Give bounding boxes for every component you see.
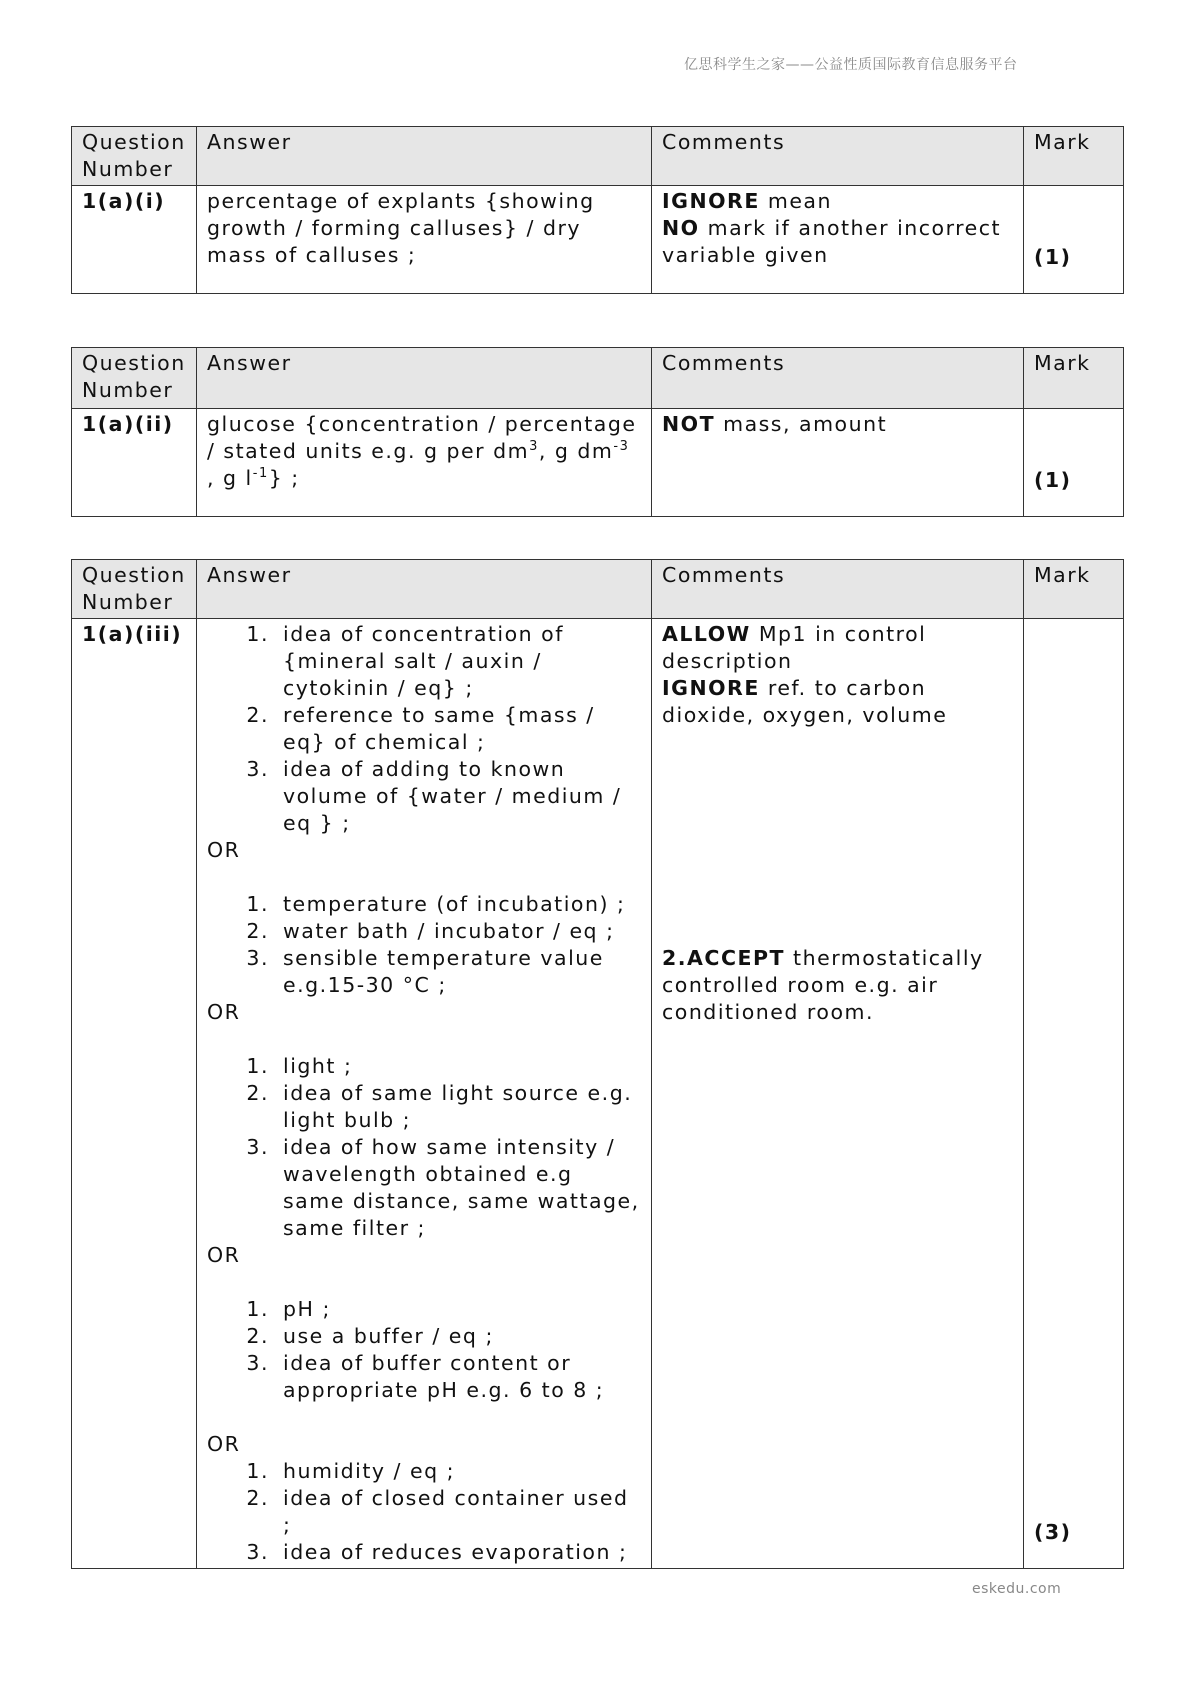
mark-value: (3) (1034, 1520, 1072, 1544)
column-header-answer: Answer (197, 348, 652, 409)
answer-cell: glucose {concentration / percentage / stated units e.g. g per $dm^3$, g $dm^{-3}$ , g $l^{-1}$} ; (197, 409, 652, 517)
points-group-ph: 1. pH ; 2. use a buffer / eq ; 3. idea of buffer content or appropriate pH e.g. 6 to 8 ; (207, 1296, 641, 1404)
header-site-text: 亿思科学生之家——公益性质国际教育信息服务平台 (684, 57, 1018, 73)
footer-site-text: eskedu.com (972, 1581, 1062, 1597)
markscheme-table-2 (71, 347, 1124, 517)
column-header-question: Question Number (72, 560, 197, 619)
mark-cell (1024, 619, 1124, 1569)
markscheme-table-1 (71, 126, 1124, 294)
or-separator: OR (207, 838, 241, 862)
column-header-mark: Mark (1024, 560, 1124, 619)
column-header-mark: Mark (1024, 127, 1124, 186)
mark-cell (1024, 186, 1124, 294)
column-header-answer: Answer (197, 127, 652, 186)
or-separator: OR (207, 1243, 241, 1267)
comments-cell: IGNORE mean NO mark if another incorrect variable given (652, 186, 1024, 294)
points-group-temperature: 1. temperature (of incubation) ; 2. water bath / incubator / eq ; 3. sensible temperature value e.g.15-30 °C ; (207, 891, 641, 999)
mark-cell (1024, 409, 1124, 517)
points-group-light: 1. light ; 2. idea of same light source e.g. light bulb ; 3. idea of how same intensity / wavelength obtained e.g same distance, same wattage, same filter ; (207, 1053, 641, 1242)
column-header-comments: Comments (652, 348, 1024, 409)
column-header-comments: Comments (652, 127, 1024, 186)
question-number: 1(a)(ii) (72, 409, 197, 517)
comments-cell: NOT mass, amount (652, 409, 1024, 517)
mark-value: (1) (1034, 468, 1072, 492)
markscheme-table-3 (71, 559, 1124, 1569)
question-number: 1(a)(i) (72, 186, 197, 294)
comments-cell: ALLOW Mp1 in control description IGNORE ref. to carbon dioxide, oxygen, volume 2.ACCEPT thermostatically controlled room e.g. air conditioned room. (652, 619, 1024, 1569)
answer-cell (197, 619, 652, 1569)
mark-value: (1) (1034, 245, 1072, 269)
points-group-concentration: 1. idea of concentration of {mineral salt / auxin / cytokinin / eq} ; 2. reference to same {mass / eq} of chemical ; 3. idea of adding to known volume of {water / medium / eq } ; (207, 621, 641, 837)
question-number: 1(a)(iii) (72, 619, 197, 1569)
column-header-question: Question Number (72, 348, 197, 409)
points-group-humidity: 1. humidity / eq ; 2. idea of closed container used ; 3. idea of reduces evaporation ; (207, 1458, 641, 1566)
answer-cell: percentage of explants {showing growth / forming calluses} / dry mass of calluses ; (197, 186, 652, 294)
or-separator: OR (207, 1000, 241, 1024)
column-header-mark: Mark (1024, 348, 1124, 409)
column-header-comments: Comments (652, 560, 1024, 619)
column-header-question: Question Number (72, 127, 197, 186)
column-header-answer: Answer (197, 560, 652, 619)
or-separator: OR (207, 1432, 241, 1456)
